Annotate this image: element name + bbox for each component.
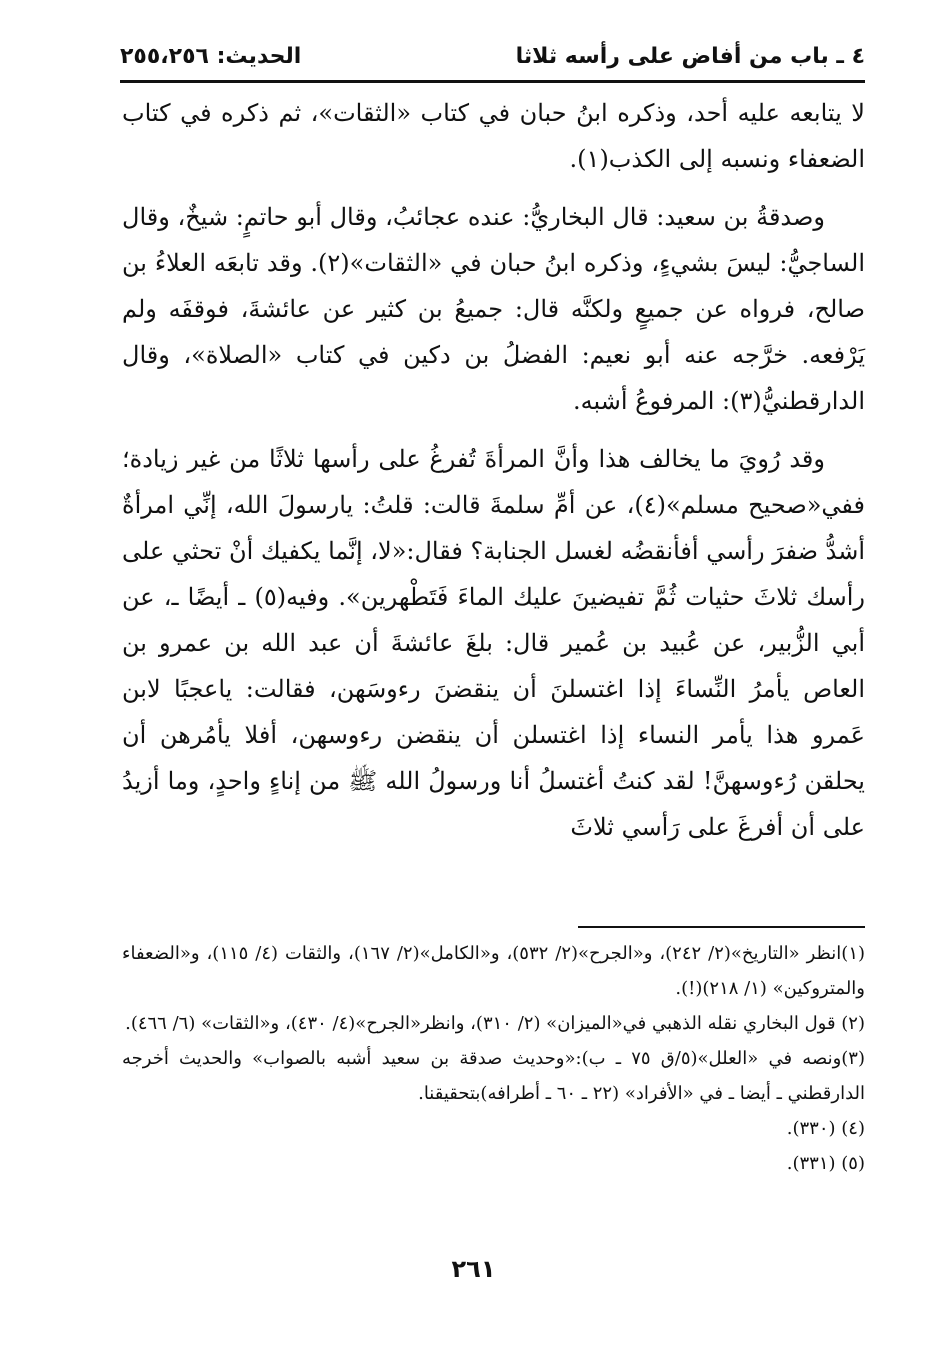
paragraph: لا يتابعه عليه أحد، وذكره ابنُ حبان في كتاب «الثقات»، ثم ذكره في كتاب الضعفاء ونسبه إلى الكذب(١). [122,99,865,173]
running-header [120,36,865,76]
footnote-divider [578,926,865,928]
paragraph: وصدقةُ بن سعيد: قال البخاريُّ: عنده عجائبُ، وقال أبو حاتمٍ: شيخٌ، وقال الساجيُّ: ليسَ بشيءٍ، وذكره ابنُ حبان في «الثقات»(٢). وقد تابعَه العلاءُ بن صالح، فرواه عن جميعٍ ولكنَّه قال: جميعُ بن كثير عن عائشةَ، فوقفَه ولم يَرْفعه. خرَّجه عنه أبو نعيم: الفضلُ بن دكين في كتاب «الصلاة»، وقال الدارقطنيُّ(٣): المرفوعُ أشبه. [122,203,866,415]
footnote: (٤) (٣٣٠). [786,1118,865,1139]
footnote: (٥) (٣٣١). [786,1153,865,1174]
hadith-range: الحديث: ٢٥٥،٢٥٦ [120,43,302,69]
paragraph: وقد رُويَ ما يخالف هذا وأنَّ المرأةَ تُفرغُ على رأسها ثلاثًا من غير زيادة؛ ففي«صحيح مسلم»(٤)، عن أمِّ سلمةَ قالت: قلتُ: يارسولَ الله، إنِّي امرأةٌ أشدُّ ضفرَ رأسي أفأنقضُه لغسل الجنابة؟ فقال:«لا، إنَّما يكفيك أنْ تحثي على رأسك ثلاثَ حثيات ثُمَّ تفيضينَ عليك الماءَ فَتَطْهرين». وفيه(٥) ـ أيضًا ـ، عن أبي الزُّبير، عن عُبيد بن عُمير قال: بلغَ عائشةَ أن عبد الله بن عمرو بن العاص يأمرُ النِّساءَ إذا اغتسلنَ أن ينقضنَ رءوسَهن، فقالت: ياعجبًا لابن عَمرو هذا يأمر النساء إذا اغتسلن أن ينقضن رءوسهن، أفلا يأمُرهن أن يحلقن رُءوسهنَّ! لقد كنتُ أغتسلُ أنا ورسولُ الله ﷺ من إناءٍ واحدٍ، وما أزيدُ على أن أفرغَ على رَأسي ثلاثَ [122,445,865,841]
header-divider [120,80,865,83]
page-number: ٢٦١ [451,1255,496,1283]
footnotes [122,936,865,1181]
footnote: (٣)ونصه في «العلل»(٥/ق ٧٥ ـ ب):«وحديث صدقة بن سعيد أشبه بالصواب» والحديث أخرجه الدارقطني ـ أيضا ـ في «الأفراد» (٢٢ ـ ٦٠ ـ أطرافه)بتحقيقنا. [122,1048,865,1104]
chapter-title: ٤ ـ باب من أفاض على رأسه ثلاثا [515,43,865,69]
footnote: (١)انظر «التاريخ»(٢/ ٢٤٢)، و«الجرح»(٢/ ٥٣٢)، و«الكامل»(٢/ ١٦٧)، والثقات (٤/ ١١٥)، و«الضعفاء والمتروكين» (١/ ٢١٨)(!). [122,943,866,999]
footnote: (٢) قول البخاري نقله الذهبي في«الميزان» (٢/ ٣١٠)، وانظر«الجرح»(٤/ ٤٣٠)، و«الثقات» (٦/ ٤٦٦). [125,1013,865,1034]
main-text [122,90,865,850]
